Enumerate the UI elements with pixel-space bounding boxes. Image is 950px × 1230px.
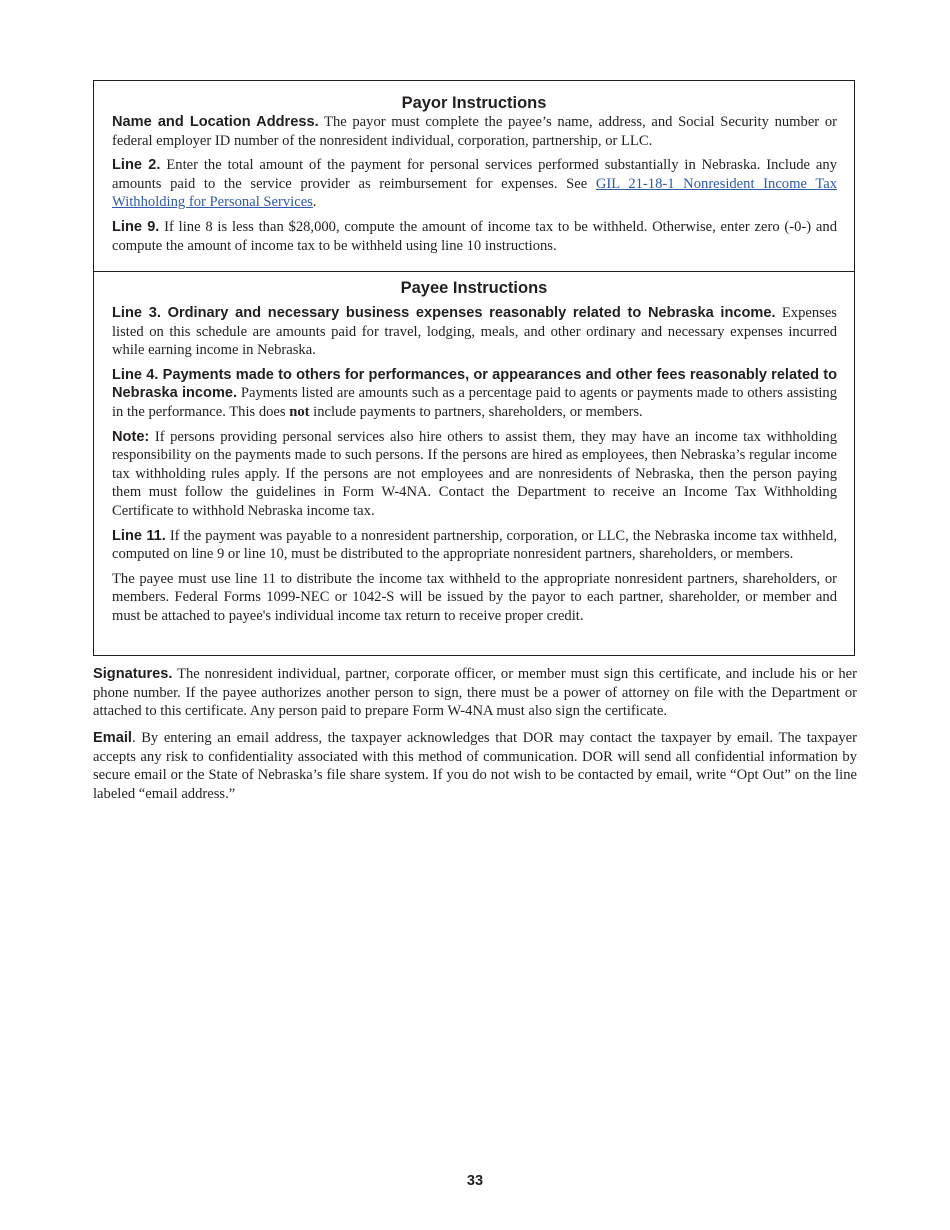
signatures-text: The nonresident individual, partner, corporate officer, or member must sign this certificate, and include his or her phone number. If the payee authorizes another person to sign, there must be a power of attorney on file with the Department or attached to this certificate. Any person paid to prepare Form W-4NA must also sign the certificate. xyxy=(93,666,857,720)
payor-instructions-box xyxy=(93,80,855,272)
payor-instructions-title: Payor Instructions xyxy=(401,94,547,112)
line-11-paragraph xyxy=(94,527,854,564)
line-2-text: Enter the total amount of the payment for personal services performed substantially in Nebraska. Include any amounts paid to the service provider as reimbursement for expenses. See xyxy=(112,157,837,192)
signatures-lead: Signatures. xyxy=(93,666,173,682)
page-number: 33 xyxy=(466,1173,484,1189)
note-lead: Note: xyxy=(112,428,150,445)
name-location-address-text: The payor must complete the payee’s name, address, and Social Security number or federal employer ID number of the nonresident individual, corporation, partnership, or LLC. xyxy=(112,114,837,149)
signatures-paragraph xyxy=(93,665,857,721)
line-11-text: If the payment was payable to a nonresident partnership, corporation, or LLC, the Nebraska income tax withheld, computed on line 9 or line 10, must be distributed to the appropriate nonresident partners, shareholders, or members. xyxy=(112,527,837,563)
email-paragraph xyxy=(93,729,857,803)
line-4-text: Payments listed are amounts such as a percentage paid to agents or payments made to others assisting in the performance. This does xyxy=(112,385,837,420)
line-3-lead: Line 3. Ordinary and necessary business expenses reasonably related to Nebraska income. xyxy=(112,305,776,321)
line-3-paragraph xyxy=(94,304,854,360)
line-4-paragraph xyxy=(94,366,854,422)
email-lead: Email xyxy=(93,730,132,746)
line-3-text: Expenses listed on this schedule are amounts paid for travel, lodging, meals, and other ordinary and necessary expenses incurred while earning income in Nebraska. xyxy=(112,305,837,359)
line-9-text: If line 8 is less than $28,000, compute the amount of income tax to be withheld. Otherwise, enter zero (-0-) and compute the amount of income tax to be withheld using line 10 instructions. xyxy=(112,218,837,254)
line-11-lead: Line 11. xyxy=(112,527,166,544)
payee-instructions-box xyxy=(93,271,855,656)
name-location-address-paragraph xyxy=(94,113,854,150)
distribution-paragraph: The payee must use line 11 to distribute the income tax withheld to the appropriate nonresident partners, shareholders, or members. Federal Forms 1099-NEC or 1042-S will be issued by the payor to each partner, shareholder, or member and must be attached to payee's individual income tax return to receive proper credit. xyxy=(112,570,837,624)
note-text: If persons providing personal services also hire others to assist them, they may have an income tax withholding responsibility on the payments made to such persons. If the persons are hired as employees, then Nebraska’s regular income tax withholding rules apply. If the persons are not employees and are nonresidents of Nebraska, then the person paying them must follow the guidelines in Form W-4NA. Contact the Department to receive an Income Tax Withholding Certificate to withhold Nebraska income tax. xyxy=(112,428,837,519)
line-2-lead: Line 2. xyxy=(112,157,161,174)
line-4-end: include payments to partners, shareholders, or members. xyxy=(309,403,643,420)
line-9-lead: Line 9. xyxy=(112,218,160,235)
gil-21-18-1-link[interactable]: GIL 21-18-1 Nonresident Income Tax Withholding for Personal Services xyxy=(112,175,837,211)
line-2-paragraph xyxy=(94,156,854,212)
line-4-bold-not: not xyxy=(289,403,310,420)
payee-instructions-title: Payee Instructions xyxy=(400,279,548,297)
line-4-lead: Line 4. Payments made to others for performances, or appearances and other fees reasonably related to Nebraska income. xyxy=(112,366,837,402)
line-2-end: . xyxy=(312,194,317,211)
email-text: . By entering an email address, the taxpayer acknowledges that DOR may contact the taxpayer by email. The taxpayer accepts any risk to confidentiality associated with this method of communication. DOR will send all confidential information by secure email or the State of Nebraska’s file share system. If you do not wish to be contacted by email, write “Opt Out” on the line labeled “email address.” xyxy=(93,730,857,802)
note-paragraph xyxy=(94,428,854,521)
name-location-address-lead: Name and Location Address. xyxy=(112,114,319,130)
line-9-paragraph xyxy=(94,218,854,255)
